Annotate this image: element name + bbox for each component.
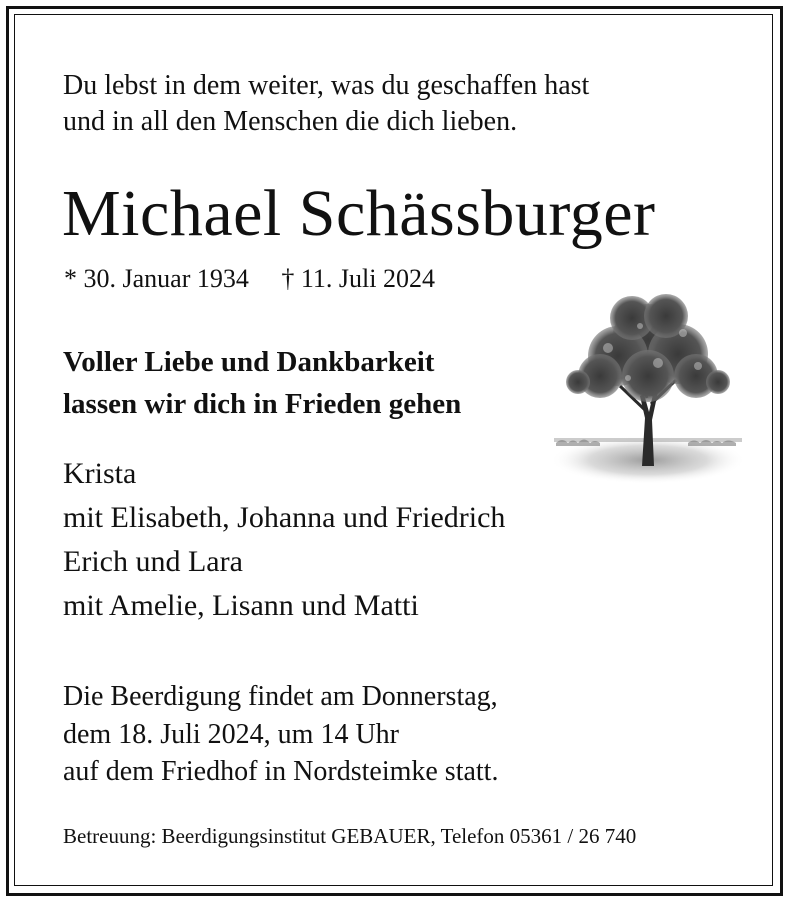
life-dates — [64, 262, 435, 296]
farewell-line-2: lassen wir dich in Frieden gehen — [63, 388, 462, 420]
motto-verse — [63, 68, 589, 140]
motto-line-2: und in all den Menschen die dich lieben. — [63, 106, 518, 137]
mourners-list — [63, 452, 505, 628]
farewell-text — [63, 341, 461, 425]
mourner-line: mit Amelie, Lisann und Matti — [63, 589, 419, 622]
funeral-line-2: dem 18. Juli 2024, um 14 Uhr — [63, 718, 399, 750]
death-date: † 11. Juli 2024 — [281, 264, 435, 293]
funeral-details — [63, 678, 498, 791]
deceased-name: Michael Schässburger — [62, 177, 656, 250]
mourner-line: Erich und Lara — [63, 545, 243, 578]
tree-icon — [548, 278, 748, 493]
funeral-line-1: Die Beerdigung findet am Donnerstag, — [63, 681, 498, 712]
funeral-line-3: auf dem Friedhof in Nordsteimke statt. — [63, 756, 499, 787]
mourner-line: mit Elisabeth, Johanna und Friedrich — [63, 501, 506, 534]
motto-line-1: Du lebst in dem weiter, was du geschaffen hast — [63, 70, 590, 101]
farewell-line-1: Voller Liebe und Dankbarkeit — [63, 346, 435, 378]
birth-date: * 30. Januar 1934 — [64, 264, 249, 293]
mourner-line: Krista — [63, 457, 137, 490]
undertaker-note: Betreuung: Beerdigungsinstitut GEBAUER, Telefon 05361 / 26 740 — [63, 824, 637, 848]
